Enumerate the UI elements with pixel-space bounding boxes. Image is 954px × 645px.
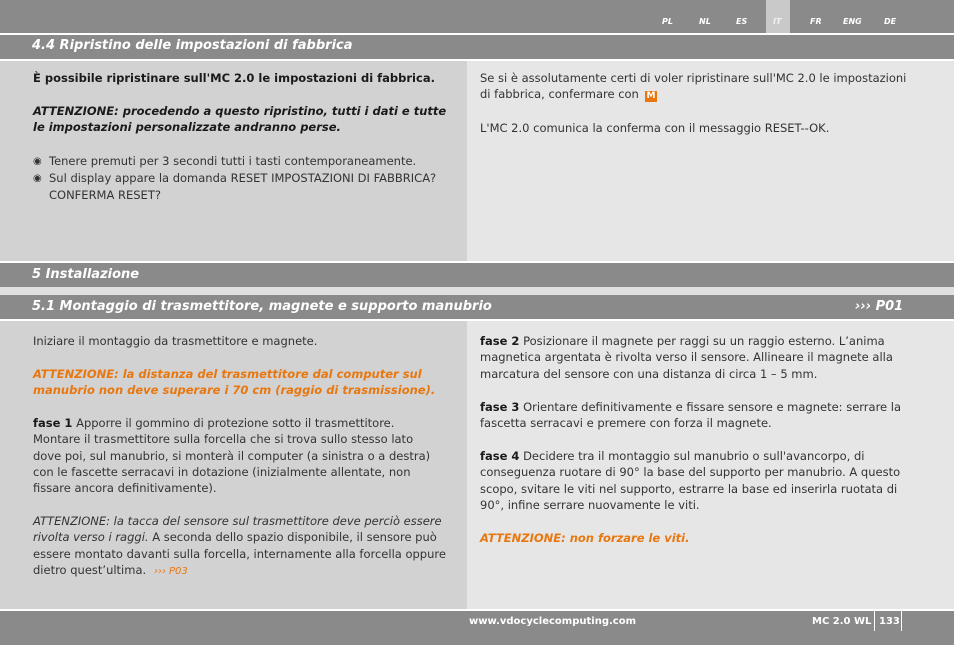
section-5-title: 5 Installazione [32, 267, 140, 282]
section-4-4-header [0, 35, 954, 59]
website-link[interactable]: www.vdocyclecomputing.com [469, 616, 637, 627]
bullet-text: Sul display appare la domanda RESET IMPOSTAZIONI DI FABBRICA? CONFERMA RESET? [49, 171, 437, 202]
fase-2-label: fase 2 [480, 334, 520, 348]
section-4-4-right-column [467, 61, 954, 261]
lang-es[interactable]: ES [736, 17, 748, 26]
confirm-paragraph [480, 70, 910, 103]
sensor-note-paragraph [33, 513, 453, 580]
section-5-header [0, 263, 954, 287]
footer-separator [901, 611, 902, 631]
sensor-note-italic: ATTENZIONE: la tacca del sensore sul trasmettitore deve perciò essere rivolta verso i raggi. [33, 514, 442, 545]
section-5-1-right-column [467, 321, 954, 609]
section-spacer [0, 287, 954, 295]
product-name: MC 2.0 WL [812, 616, 872, 627]
reset-warning: ATTENZIONE: procedendo a questo ripristino, tutti i dati e tutte le impostazioni personalizzate andranno perse. [33, 104, 447, 135]
fase-2-text: Posizionare il magnete per raggi su un raggio esterno. L’anima magnetica argentata è rivolta verso il sensore. Allineare il magnete alla marcatura del sensore con una distanza di circa 1 – 5 mm. [480, 334, 893, 381]
distance-warning: ATTENZIONE: la distanza del trasmettitore dal computer sul manubrio non deve superare i 70 cm (raggio di trasmissione). [33, 367, 436, 398]
lang-de[interactable]: DE [884, 17, 897, 26]
intro-text: Iniziare il montaggio da trasmettitore e magnete. [33, 334, 318, 348]
footer [0, 611, 954, 645]
reset-ok-paragraph: L'MC 2.0 comunica la conferma con il messaggio RESET--OK. [480, 121, 830, 135]
bullet-icon: ◉ [33, 173, 42, 185]
list-item [33, 153, 453, 170]
fase-1-text: Apporre il gommino di protezione sotto il trasmettitore. Montare il trasmettitore sulla forcella che si trova sullo stesso lato dove poi, sul manubrio, si monterà il computer (a sinistra o a destra) con le fascette serracavi in dotazione (inizialmente allentate, non fissare ancora definitivamente). [33, 416, 431, 496]
sensor-note-text: A seconda dello spazio disponibile, il sensore può essere montato davanti sulla forcella, internamente alla forcella oppure dietro quest’ultima. [33, 530, 446, 577]
reset-heading: È possibile ripristinare sull'MC 2.0 le impostazioni di fabbrica. [33, 71, 435, 85]
section-5-1-left-column [0, 321, 467, 609]
section-5-1-header [0, 295, 954, 319]
m-key-icon: M [646, 91, 656, 102]
section-4-4-title: 4.4 Ripristino delle impostazioni di fabbrica [32, 38, 353, 53]
section-4-4-left-column [0, 61, 467, 261]
bullet-icon: ◉ [33, 156, 42, 167]
fase-3-label: fase 3 [480, 400, 520, 414]
fase-4-label: fase 4 [480, 449, 520, 463]
fase-3-text: Orientare definitivamente e fissare sensore e magnete: serrare la fascetta serracavi e premere con forza il magnete. [480, 400, 902, 431]
reset-bullet-list [33, 153, 453, 203]
language-bar [0, 0, 954, 33]
list-item [33, 170, 453, 203]
fase-2-paragraph [480, 333, 910, 382]
lang-eng[interactable]: ENG [843, 17, 862, 26]
fase-4-paragraph [480, 448, 910, 513]
p01-reference: ››› P01 [855, 299, 904, 314]
fase-4-text: Decidere tra il montaggio sul manubrio o sull'avancorpo, di conseguenza ruotare di 90° la base del supporto per manubrio. A questo scopo, svitare le viti nel supporto, estrarre la base ed inserirla ruotata di 90°, infine serrare nuovamente le viti. [480, 449, 901, 512]
p03-reference-link[interactable]: ››› P03 [153, 565, 188, 577]
lang-it[interactable]: IT [773, 17, 782, 26]
fase-1-label: fase 1 [33, 416, 73, 430]
page-number: 133 [879, 616, 900, 627]
lang-nl[interactable]: NL [699, 17, 711, 26]
lang-pl[interactable]: PL [662, 17, 673, 26]
footer-separator [874, 611, 875, 631]
section-5-1-title: 5.1 Montaggio di trasmettitore, magnete e supporto manubrio [32, 299, 492, 314]
bullet-text: Tenere premuti per 3 secondi tutti i tasti contemporaneamente. [49, 154, 417, 168]
lang-fr[interactable]: FR [810, 17, 822, 26]
confirm-text: Se si è assolutamente certi di voler ripristinare sull'MC 2.0 le impostazioni di fabbrica, confermare con [480, 71, 907, 102]
screw-warning: ATTENZIONE: non forzare le viti. [480, 531, 690, 545]
fase-1-paragraph [33, 415, 438, 496]
fase-3-paragraph [480, 399, 910, 432]
